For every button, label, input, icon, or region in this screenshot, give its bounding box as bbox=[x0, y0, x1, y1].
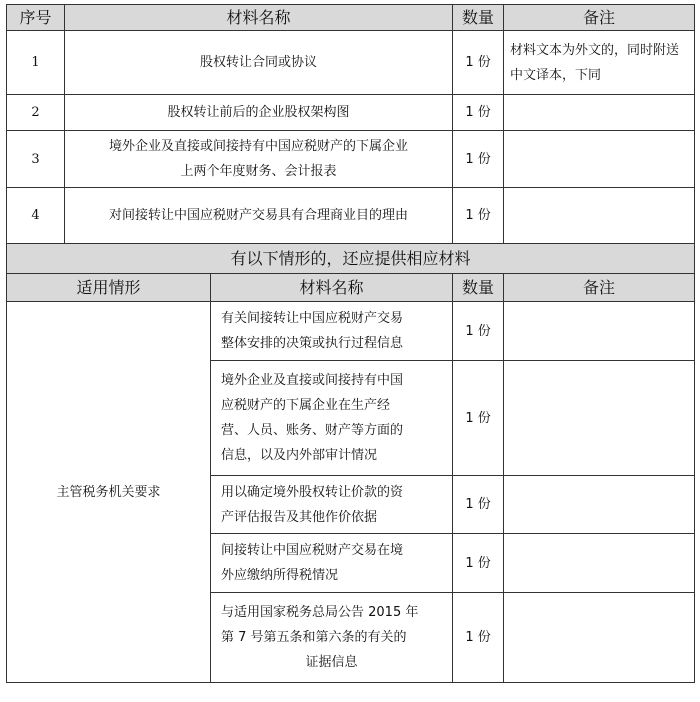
applicable-situation: 主管税务机关要求 bbox=[7, 302, 211, 683]
material-name-line: 境外企业及直接或间接持有中国 bbox=[221, 373, 404, 388]
material-name-line: 营、人员、账务、财产等方面的 bbox=[221, 423, 404, 438]
quantity: 1 份 bbox=[453, 361, 504, 476]
remark: 材料文本为外文的，同时附送中文译本，下同 bbox=[504, 31, 695, 95]
materials-table bbox=[6, 4, 695, 683]
quantity: 1 份 bbox=[453, 188, 504, 244]
table1-header-row bbox=[7, 5, 695, 31]
header-quantity: 数量 bbox=[453, 5, 504, 31]
remark bbox=[504, 476, 695, 534]
quantity: 1 份 bbox=[453, 95, 504, 131]
quantity: 1 份 bbox=[453, 593, 504, 683]
quantity: 1 份 bbox=[453, 302, 504, 361]
header-remarks: 备注 bbox=[504, 274, 695, 302]
material-name bbox=[65, 131, 453, 188]
quantity: 1 份 bbox=[453, 476, 504, 534]
material-name: 股权转让前后的企业股权架构图 bbox=[65, 95, 453, 131]
material-name-line: 境外企业及直接或间接持有中国应税财产的下属企业 bbox=[109, 139, 409, 154]
material-name: 股权转让合同或协议 bbox=[65, 31, 453, 95]
remark bbox=[504, 302, 695, 361]
material-name-line: 用以确定境外股权转让价款的资 bbox=[221, 484, 404, 500]
material-name-line: 产评估报告及其他作价依据 bbox=[221, 509, 378, 525]
material-name bbox=[211, 534, 453, 593]
material-name: 对间接转让中国应税财产交易具有合理商业目的理由 bbox=[65, 188, 453, 244]
remark bbox=[504, 361, 695, 476]
material-name bbox=[211, 593, 453, 683]
row-number: 3 bbox=[7, 131, 65, 188]
material-name-line: 第 7 号第五条和第六条的有关的 bbox=[221, 630, 407, 645]
header-serial-no: 序号 bbox=[7, 5, 65, 31]
material-name-line: 与适用国家税务总局公告 2015 年 bbox=[221, 605, 419, 620]
header-quantity: 数量 bbox=[453, 274, 504, 302]
material-name-line: 整体安排的决策或执行过程信息 bbox=[221, 336, 404, 351]
material-name bbox=[211, 302, 453, 361]
remark bbox=[504, 131, 695, 188]
remark bbox=[504, 95, 695, 131]
remark bbox=[504, 188, 695, 244]
row-number: 1 bbox=[7, 31, 65, 95]
material-name-line: 应税财产的下属企业在生产经 bbox=[221, 398, 391, 413]
quantity: 1 份 bbox=[453, 31, 504, 95]
remark bbox=[504, 534, 695, 593]
quantity: 1 份 bbox=[453, 131, 504, 188]
table2-header-row bbox=[7, 274, 695, 302]
remark bbox=[504, 593, 695, 683]
table-row bbox=[7, 302, 695, 361]
material-name-line: 证据信息 bbox=[305, 655, 358, 670]
quantity: 1 份 bbox=[453, 534, 504, 593]
header-remarks: 备注 bbox=[504, 5, 695, 31]
table-row bbox=[7, 188, 695, 244]
material-name bbox=[211, 476, 453, 534]
header-material-name: 材料名称 bbox=[211, 274, 453, 302]
material-name-line: 有关间接转让中国应税财产交易 bbox=[221, 311, 404, 326]
material-name bbox=[211, 361, 453, 476]
row-number: 2 bbox=[7, 95, 65, 131]
material-name-line: 外应缴纳所得税情况 bbox=[221, 568, 339, 583]
material-name-line: 间接转让中国应税财产交易在境 bbox=[221, 543, 404, 558]
table-row bbox=[7, 131, 695, 188]
material-name-line: 上两个年度财务、会计报表 bbox=[180, 164, 337, 179]
materials-document bbox=[6, 4, 695, 683]
section-title: 有以下情形的，还应提供相应材料 bbox=[7, 244, 695, 274]
header-material-name: 材料名称 bbox=[65, 5, 453, 31]
material-name-line: 信息，以及内外部审计情况 bbox=[221, 448, 378, 463]
table-row bbox=[7, 95, 695, 131]
section-title-row bbox=[7, 244, 695, 274]
header-applicable-situation: 适用情形 bbox=[7, 274, 211, 302]
table-row bbox=[7, 31, 695, 95]
row-number: 4 bbox=[7, 188, 65, 244]
